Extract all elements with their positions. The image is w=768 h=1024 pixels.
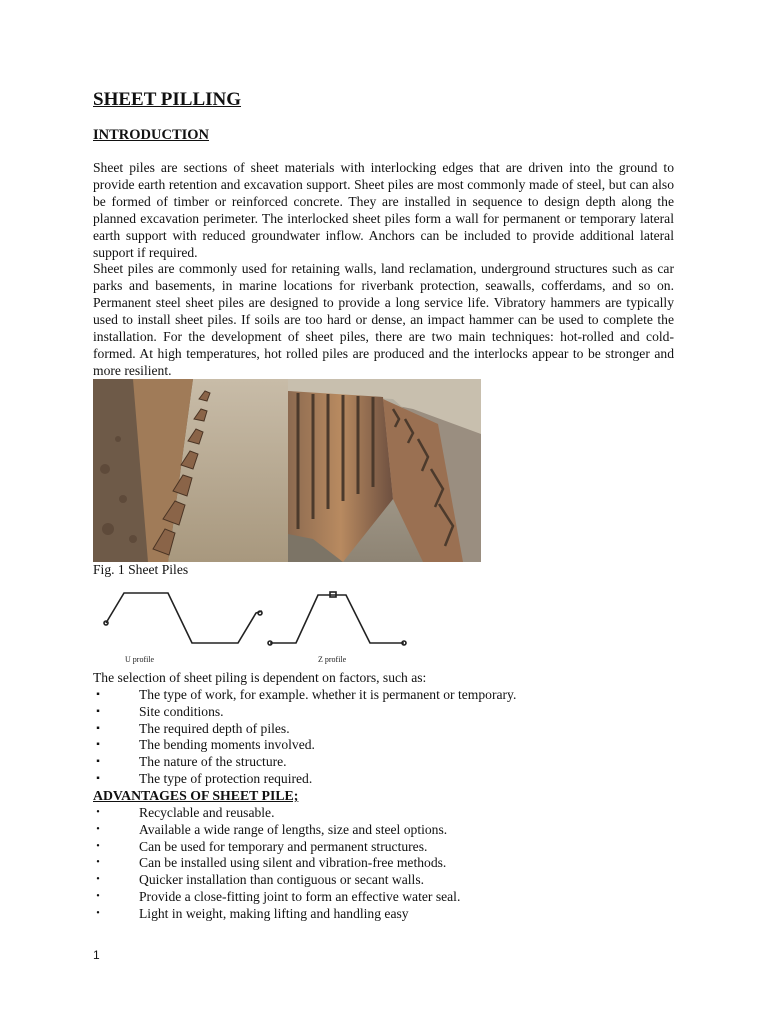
list-item: • Available a wide range of lengths, size and steel options. bbox=[93, 822, 460, 839]
bullet-icon: • bbox=[96, 874, 100, 886]
square-bullet-icon: ▪ bbox=[96, 756, 100, 768]
list-item: • Can be installed using silent and vibration-free methods. bbox=[93, 855, 460, 872]
document-title: SHEET PILLING bbox=[93, 89, 242, 110]
bullet-icon: • bbox=[96, 840, 100, 852]
list-item: • Can be used for temporary and permanent structures. bbox=[93, 839, 460, 856]
list-item: • Quicker installation than contiguous or secant walls. bbox=[93, 872, 460, 889]
u-profile-drawing bbox=[104, 593, 262, 643]
list-item: ▪ The bending moments involved. bbox=[93, 737, 516, 754]
advantages-list bbox=[93, 805, 460, 923]
square-bullet-icon: ▪ bbox=[96, 772, 100, 784]
intro-text bbox=[93, 160, 674, 380]
intro-paragraph-1: Sheet piles are sections of sheet materials with interlocking edges that are driven into the ground to provide earth retention and excavation support. Sheet piles are most commonly made of steel, but can also be formed of timber or reinforced concrete. They are installed in sequence to design depth along the planned excavation perimeter. The interlocked sheet piles form a wall for permanent or temporary lateral earth support with reduced groundwater inflow. Anchors can be included to provide additional lateral support if required. bbox=[93, 160, 674, 260]
z-profile-drawing bbox=[268, 592, 406, 645]
u-profile-label: U profile bbox=[125, 655, 155, 664]
list-item: ▪ The type of work, for example. whether it is permanent or temporary. bbox=[93, 687, 516, 704]
selection-intro: The selection of sheet piling is dependent on factors, such as: bbox=[93, 670, 427, 685]
z-profile-label: Z profile bbox=[318, 655, 347, 664]
figure-caption: Fig. 1 Sheet Piles bbox=[93, 562, 189, 577]
square-bullet-icon: ▪ bbox=[96, 739, 100, 751]
selection-factors-list bbox=[93, 687, 516, 788]
square-bullet-icon: ▪ bbox=[96, 722, 100, 734]
bullet-icon: • bbox=[96, 890, 100, 902]
list-item: • Recyclable and reusable. bbox=[93, 805, 460, 822]
square-bullet-icon: ▪ bbox=[96, 705, 100, 717]
profiles-diagram bbox=[100, 585, 420, 665]
list-item: • Provide a close-fitting joint to form an effective water seal. bbox=[93, 889, 460, 906]
intro-paragraph-2: Sheet piles are commonly used for retaining walls, land reclamation, underground structures such as car parks and basements, in marine locations for riverbank protection, seawalls, cofferdams, and so on. Permanent steel sheet piles are designed to provide a long service life. Vibratory hammers are typically used to install sheet piles. If soils are too hard or dense, an impact hammer can be used to complete the installation. For the development of sheet piles, there are two main techniques: hot-rolled and cold-formed. At high temperatures, hot rolled piles are produced and the interlocks appear to be stronger and more resilient. bbox=[93, 261, 674, 378]
sheet-piles-photo bbox=[93, 379, 481, 562]
bullet-icon: • bbox=[96, 907, 100, 919]
list-item: ▪ Site conditions. bbox=[93, 704, 516, 721]
bullet-icon: • bbox=[96, 823, 100, 835]
list-item: ▪ The type of protection required. bbox=[93, 771, 516, 788]
list-item: ▪ The required depth of piles. bbox=[93, 721, 516, 738]
list-item: • Light in weight, making lifting and handling easy bbox=[93, 906, 460, 923]
square-bullet-icon: ▪ bbox=[96, 689, 100, 700]
intro-heading: INTRODUCTION bbox=[93, 127, 210, 143]
bullet-icon: • bbox=[96, 807, 100, 818]
bullet-icon: • bbox=[96, 857, 100, 869]
page-number: 1 bbox=[93, 948, 100, 962]
advantages-heading: ADVANTAGES OF SHEET PILE; bbox=[93, 788, 299, 803]
list-item: ▪ The nature of the structure. bbox=[93, 754, 516, 771]
